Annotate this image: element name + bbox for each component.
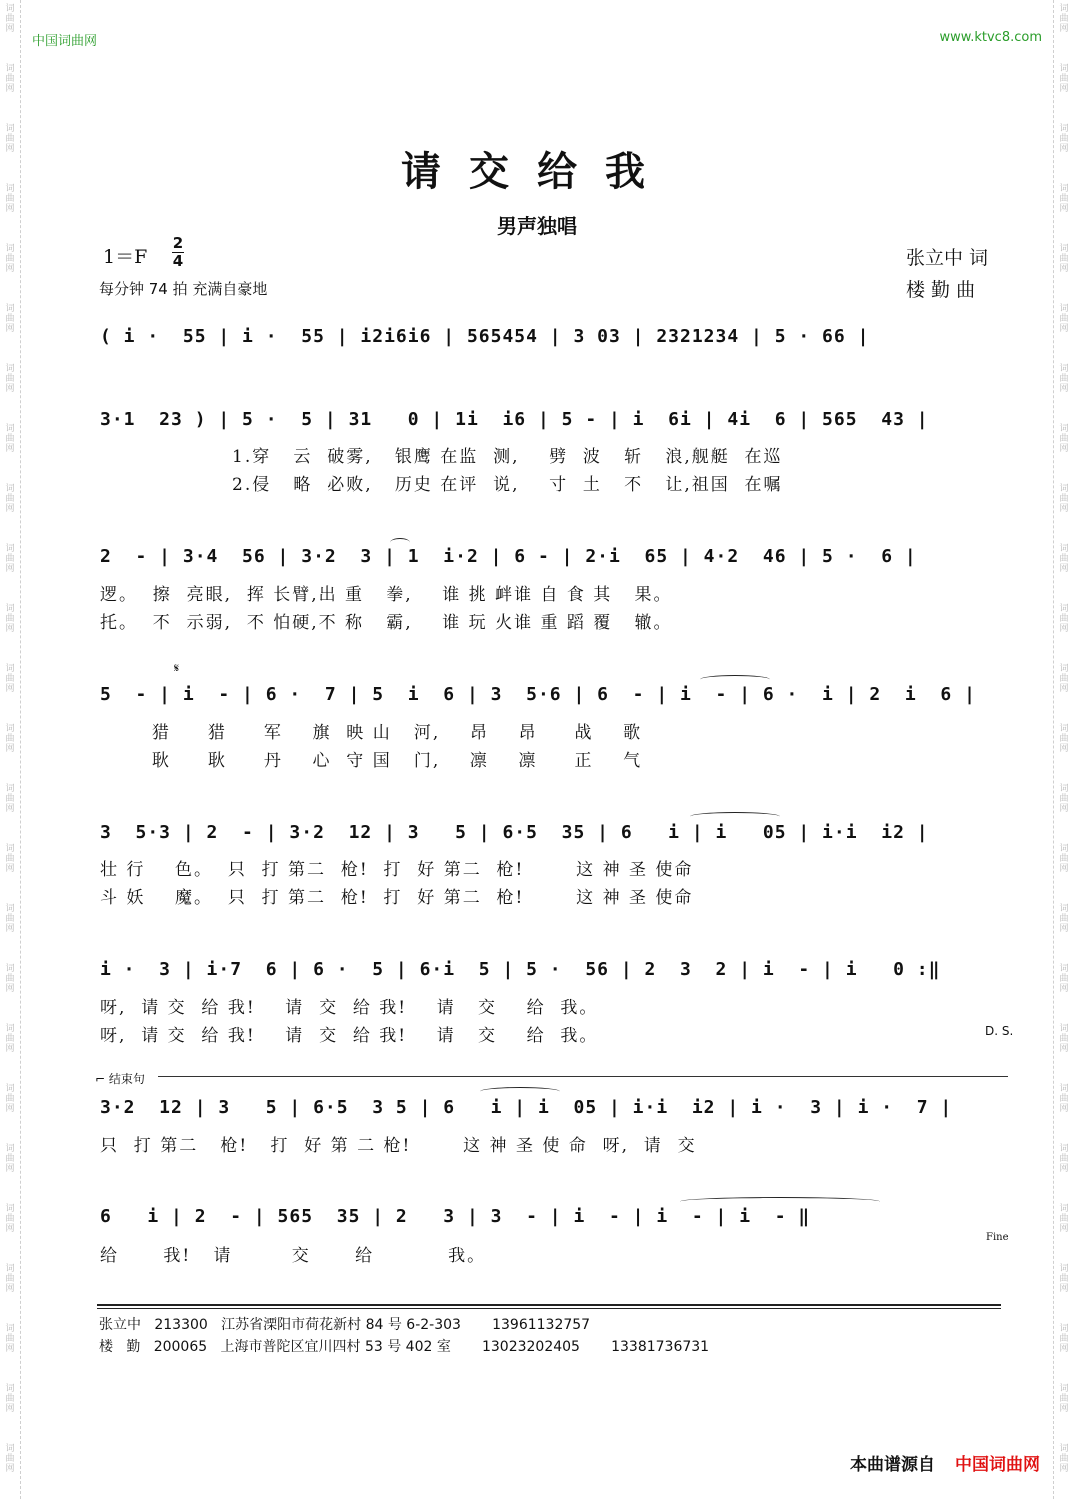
lyric-line-4: 托。 不 示弱, 不 怕硬,不 称 霸, 谁 玩 火谁 重 蹈 覆 辙。 [100, 613, 673, 633]
watermark-glyph: 词曲网 [5, 64, 15, 94]
tie-mark [480, 1087, 560, 1096]
watermark-glyph: 词曲网 [5, 184, 15, 214]
watermark-glyph: 词曲网 [1059, 604, 1069, 634]
lyric-line-12: 给 我! 请 交 给 我。 [100, 1246, 487, 1266]
footer-rule-top [97, 1304, 1001, 1306]
watermark-glyph: 词曲网 [1059, 1384, 1069, 1414]
lyric-line-7: 壮 行 色。 只 打 第二 枪! 打 好 第二 枪! 这 神 圣 使命 [100, 860, 694, 880]
tie-mark [700, 675, 770, 684]
contact-composer: 楼 勤 200065 上海市普陀区宜川四村 53 号 402 室 13023202405 13381736731 [99, 1339, 710, 1355]
watermark-glyph: 词曲网 [1059, 1324, 1069, 1354]
source-label: 本曲谱源自 [850, 1455, 935, 1475]
watermark-glyph: 词曲网 [1059, 304, 1069, 334]
lyric-line-1: 1.穿 云 破雾, 银鹰 在监 测, 劈 波 斩 浪,舰艇 在巡 [232, 447, 783, 467]
footer-rule-bottom [97, 1308, 1001, 1309]
watermark-glyph: 词曲网 [1059, 1084, 1069, 1114]
watermark-glyph: 词曲网 [5, 604, 15, 634]
score-line-2: 3·1 23 ) | 5 · 5 | 31 0 | 1i i6 | 5 - | i 6i | 4i 6 | 565 43 | [100, 409, 929, 430]
fine-mark: Fine [986, 1232, 1009, 1243]
score-line-6: i · 3 | i·7 6 | 6 · 5 | 6·i 5 | 5 · 56 | 2 3 2 | i - | i 0 :‖ [100, 959, 941, 980]
watermark-glyph: 词曲网 [1059, 4, 1069, 34]
lyric-line-5: 猎 猎 军 旗 映 山 河, 昂 昂 战 歌 [100, 723, 643, 743]
tempo-marking: 每分钟 74 拍 充满自豪地 [99, 280, 268, 298]
watermark-glyph: 词曲网 [1059, 964, 1069, 994]
song-subtitle: 男声独唱 [497, 214, 577, 238]
watermark-glyph: 词曲网 [5, 1084, 15, 1114]
lyric-line-8: 斗 妖 魔。 只 打 第二 枪! 打 好 第二 枪! 这 神 圣 使命 [100, 888, 694, 908]
tie-mark [390, 538, 410, 547]
watermark-glyph: 词曲网 [1059, 424, 1069, 454]
watermark-glyph: 词曲网 [1059, 1444, 1069, 1474]
lyric-line-10: 呀, 请 交 给 我! 请 交 给 我! 请 交 给 我。 [100, 1026, 599, 1046]
watermark-glyph: 词曲网 [1059, 64, 1069, 94]
watermark-glyph: 词曲网 [1059, 904, 1069, 934]
watermark-glyph: 词曲网 [5, 544, 15, 574]
watermark-glyph: 词曲网 [5, 724, 15, 754]
lyric-line-3: 逻。 擦 亮眼, 挥 长臂,出 重 拳, 谁 挑 衅谁 自 食 其 果。 [100, 585, 673, 605]
watermark-glyph: 词曲网 [1059, 184, 1069, 214]
watermark-glyph: 词曲网 [5, 244, 15, 274]
watermark-glyph: 词曲网 [5, 424, 15, 454]
watermark-glyph: 词曲网 [5, 4, 15, 34]
watermark-glyph: 词曲网 [5, 304, 15, 334]
site-name-left[interactable]: 中国词曲网 [32, 34, 98, 49]
watermark-glyph: 词曲网 [1059, 1204, 1069, 1234]
ending-bracket-line [158, 1076, 1008, 1077]
watermark-glyph: 词曲网 [5, 1324, 15, 1354]
watermark-glyph: 词曲网 [1059, 124, 1069, 154]
lyric-line-2: 2.侵 略 必败, 历史 在评 说, 寸 土 不 让,祖国 在嘱 [232, 475, 783, 495]
source-site-link[interactable]: 中国词曲网 [955, 1455, 1040, 1475]
tie-mark [690, 812, 780, 821]
watermark-glyph: 词曲网 [5, 964, 15, 994]
song-title: 请交给我 [401, 148, 673, 195]
time-signature [172, 236, 184, 269]
segno-sign: 𝄋 [174, 661, 180, 675]
watermark-glyph: 词曲网 [5, 124, 15, 154]
watermark-glyph: 词曲网 [5, 664, 15, 694]
watermark-glyph: 词曲网 [5, 1024, 15, 1054]
watermark-glyph: 词曲网 [1059, 544, 1069, 574]
watermark-glyph: 词曲网 [5, 1264, 15, 1294]
score-line-8: 6 i | 2 - | 565 35 | 2 3 | 3 - | i - | i - | i - ‖ [100, 1206, 811, 1227]
site-url-right[interactable]: www.ktvc8.com [939, 30, 1042, 45]
watermark-glyph: 词曲网 [1059, 784, 1069, 814]
lyric-line-6: 耿 耿 丹 心 守 国 门, 凛 凛 正 气 [100, 751, 643, 771]
lyricist-credit: 张立中 词 [906, 247, 989, 269]
ending-label-text: 结束句 [108, 1072, 145, 1086]
watermark-glyph: 词曲网 [1059, 664, 1069, 694]
lyric-line-9: 呀, 请 交 给 我! 请 交 给 我! 请 交 给 我。 [100, 998, 599, 1018]
watermark-glyph: 词曲网 [1059, 1024, 1069, 1054]
watermark-glyph: 词曲网 [1059, 364, 1069, 394]
watermark-glyph: 词曲网 [5, 1144, 15, 1174]
watermark-glyph: 词曲网 [5, 484, 15, 514]
score-line-7: 3·2 12 | 3 5 | 6·5 3 5 | 6 i | i 05 | i·i i2 | i · 3 | i · 7 | [100, 1097, 953, 1118]
score-line-4: 5 - | i - | 6 · 7 | 5 i 6 | 3 5·6 | 6 - | i - | 6 · i | 2 i 6 | [100, 684, 976, 705]
composer-credit: 楼 勤 曲 [906, 279, 976, 301]
score-line-3: 2 - | 3·4 56 | 3·2 3 | 1 i·2 | 6 - | 2·i 65 | 4·2 46 | 5 · 6 | [100, 546, 917, 567]
watermark-glyph: 词曲网 [5, 904, 15, 934]
watermark-glyph: 词曲网 [5, 784, 15, 814]
meter-top: 2 [172, 234, 184, 252]
score-line-5: 3 5·3 | 2 - | 3·2 12 | 3 5 | 6·5 35 | 6 i | i 05 | i·i i2 | [100, 822, 929, 843]
contact-lyricist: 张立中 213300 江苏省溧阳市荷花新村 84 号 6-2-303 13961132757 [99, 1317, 591, 1333]
score-line-1: ( i · 55 | i · 55 | i2i6i6 | 565454 | 3 03 | 2321234 | 5 · 66 | [100, 326, 870, 347]
meter-bottom: 4 [172, 252, 184, 270]
watermark-glyph: 词曲网 [5, 844, 15, 874]
ending-label: ⌐ 结束句 [95, 1072, 145, 1086]
watermark-glyph: 词曲网 [1059, 244, 1069, 274]
watermark-glyph: 词曲网 [5, 1384, 15, 1414]
watermark-glyph: 词曲网 [5, 1204, 15, 1234]
watermark-glyph: 词曲网 [5, 1444, 15, 1474]
watermark-glyph: 词曲网 [5, 364, 15, 394]
key-signature: 1＝F [103, 246, 148, 268]
dal-segno-mark: D. S. [985, 1024, 1014, 1038]
watermark-glyph: 词曲网 [1059, 724, 1069, 754]
source-attribution [850, 1450, 1040, 1475]
watermark-glyph: 词曲网 [1059, 1144, 1069, 1174]
watermark-glyph: 词曲网 [1059, 484, 1069, 514]
watermark-glyph: 词曲网 [1059, 1264, 1069, 1294]
tie-mark [680, 1197, 880, 1206]
watermark-glyph: 词曲网 [1059, 844, 1069, 874]
lyric-line-11: 只 打 第二 枪! 打 好 第 二 枪! 这 神 圣 使 命 呀, 请 交 [100, 1136, 697, 1156]
